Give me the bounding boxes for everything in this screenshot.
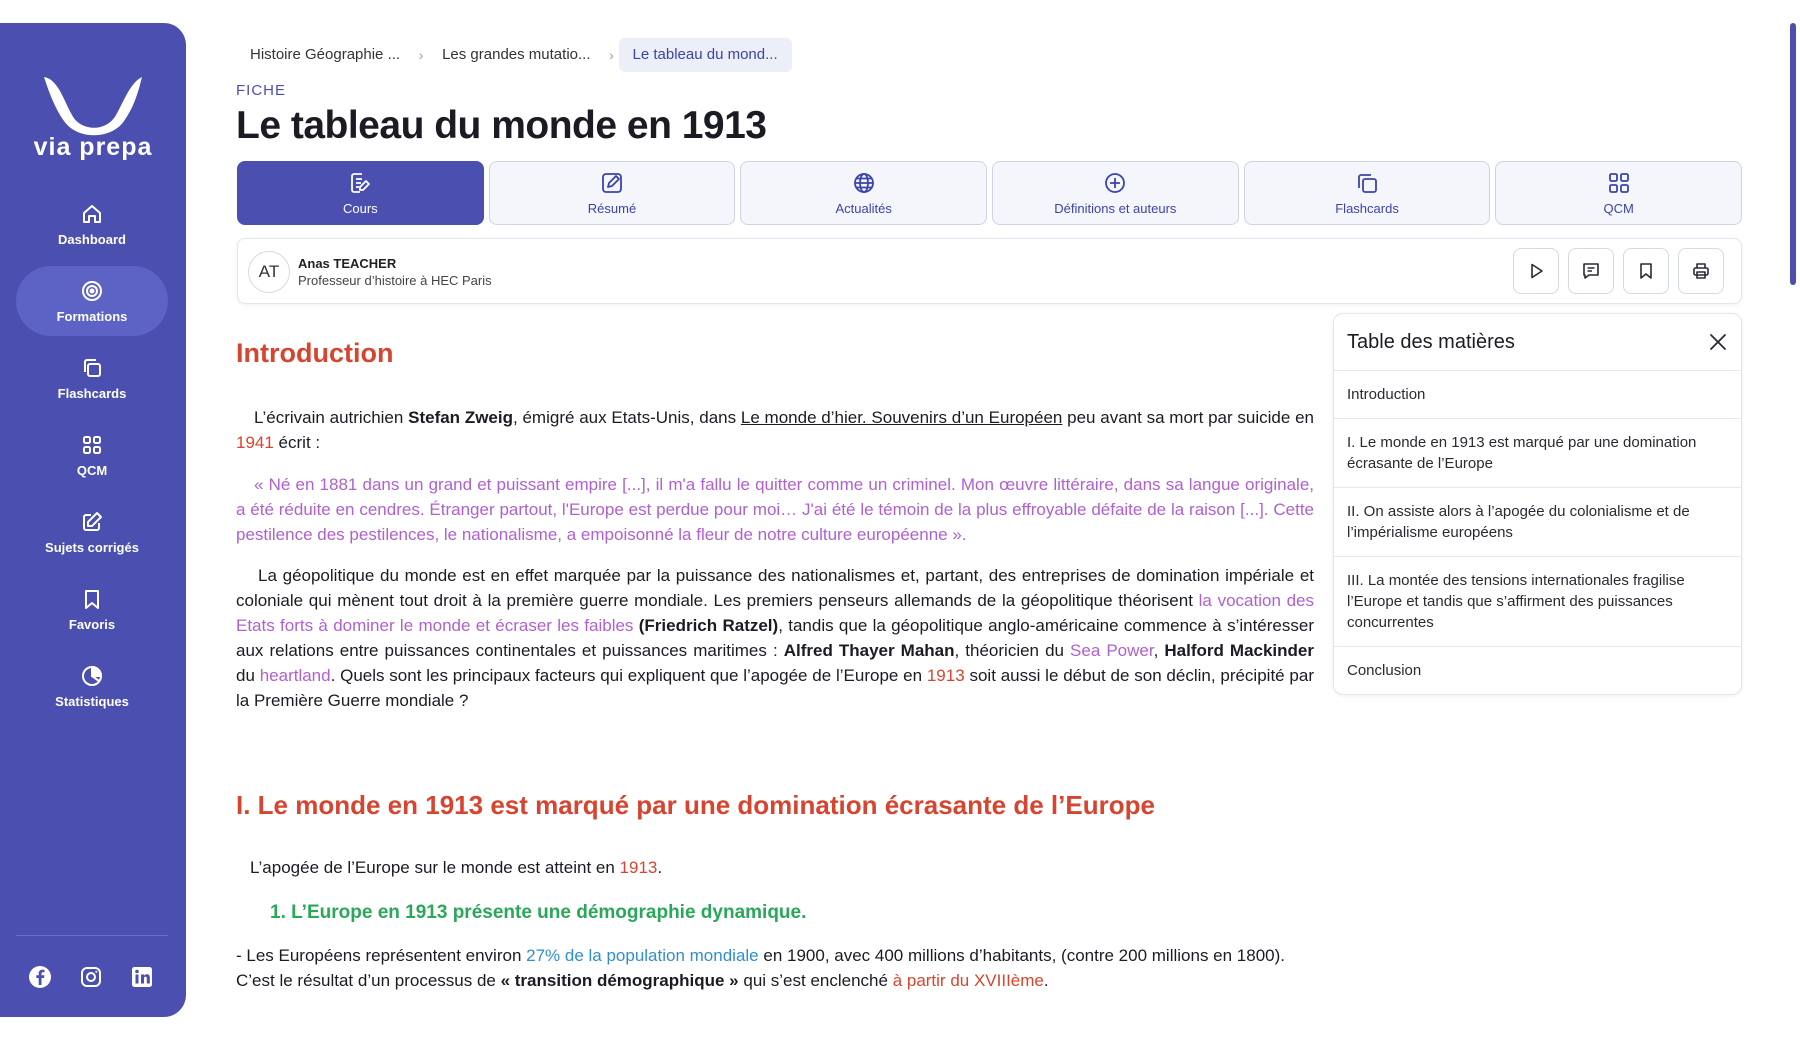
- author-mention: Halford Mackinder: [1164, 641, 1314, 660]
- tab-definitions-auteurs[interactable]: [992, 161, 1239, 225]
- text-run: écrit :: [273, 433, 321, 452]
- sidebar-item-label: QCM: [76, 462, 108, 478]
- notes-icon: [347, 170, 373, 196]
- breadcrumb-item[interactable]: Histoire Géographie ...: [250, 46, 401, 63]
- tab-label: Flashcards: [1335, 201, 1399, 216]
- play-button[interactable]: [1513, 248, 1559, 294]
- grid-icon: [1606, 170, 1632, 196]
- page-eyebrow: FICHE: [236, 82, 286, 99]
- concept-highlight: Sea Power: [1070, 641, 1154, 660]
- page-title: Le tableau du monde en 1913: [236, 104, 767, 147]
- bookmark-button[interactable]: [1623, 248, 1669, 294]
- sidebar-divider: [16, 935, 168, 936]
- sidebar-item-sujets-corriges[interactable]: [16, 497, 168, 567]
- concept-highlight: la vocation des Etats forts à dominer le monde et écraser les faibles: [236, 591, 1315, 635]
- tab-flashcards[interactable]: [1244, 161, 1491, 225]
- content-tabs: [237, 161, 1742, 225]
- stat-highlight: 27% de la population mondiale: [526, 946, 759, 965]
- edit-icon: [80, 510, 104, 534]
- toc-item[interactable]: Introduction: [1334, 371, 1741, 419]
- author-mention: Alfred Thayer Mahan: [783, 641, 955, 660]
- author-bar: [237, 238, 1742, 304]
- grid-icon: [80, 433, 104, 457]
- author-name: Anas TEACHER: [298, 256, 397, 271]
- sidebar-item-label: Formations: [56, 308, 128, 324]
- toc-item[interactable]: Conclusion: [1347, 662, 1422, 679]
- linkedin-icon[interactable]: [130, 965, 154, 989]
- sidebar-item-formations[interactable]: [16, 266, 168, 336]
- tab-qcm[interactable]: [1495, 161, 1742, 225]
- sidebar-item-label: Sujets corrigés: [45, 539, 139, 555]
- tab-label: Définitions et auteurs: [1054, 201, 1177, 216]
- close-icon[interactable]: [1707, 331, 1729, 353]
- text-run: qui s’est enclenché: [738, 971, 893, 990]
- text-run: . Quels sont les principaux facteurs qui expliquent que l’apogée de l’Europe en: [330, 666, 927, 685]
- sidebar-item-label: Flashcards: [57, 385, 127, 401]
- text-run: ,: [1153, 641, 1165, 660]
- pie-chart-icon: [80, 664, 104, 688]
- home-icon: [80, 202, 104, 226]
- author-mention: Stefan Zweig: [408, 408, 513, 427]
- globe-icon: [851, 170, 877, 196]
- intro-heading: Introduction: [236, 338, 394, 368]
- text-run: peu avant sa mort par suicide en: [1062, 408, 1314, 427]
- bookmark-icon: [80, 587, 104, 611]
- text-run: L’apogée de l’Europe sur le monde est atteint en: [250, 858, 620, 877]
- pen-square-icon: [599, 170, 625, 196]
- breadcrumb-current[interactable]: Le tableau du mond...: [619, 38, 792, 72]
- brand-logo[interactable]: [30, 71, 156, 162]
- tab-label: Résumé: [587, 201, 637, 216]
- concept-bold: « transition démographique »: [500, 971, 739, 990]
- breadcrumb: [236, 38, 792, 72]
- sidebar: [0, 23, 186, 1017]
- sidebar-item-statistiques[interactable]: [16, 651, 168, 721]
- tab-label: Cours: [342, 201, 378, 216]
- date-highlight: 1913: [926, 666, 965, 685]
- tab-label: Actualités: [835, 201, 892, 216]
- toc-item[interactable]: III. La montée des tensions internationales fragilise l’Europe et tandis que s’affirment des puissances concurrentes: [1334, 557, 1741, 647]
- tab-actualites[interactable]: [740, 161, 987, 225]
- author-mention: (Friedrich Ratzel): [633, 616, 779, 635]
- sidebar-item-qcm[interactable]: [16, 420, 168, 490]
- text-run: .: [1043, 971, 1049, 990]
- toc-header: [1334, 314, 1741, 371]
- date-highlight: à partir du XVIIIème: [892, 971, 1044, 990]
- intro-paragraph-2: [236, 563, 1314, 713]
- book-title: Le monde d’hier. Souvenirs d’un Européen: [740, 408, 1063, 427]
- facebook-icon[interactable]: [28, 965, 52, 989]
- subsection-1-heading: 1. L’Europe en 1913 présente une démographie dynamique.: [270, 902, 807, 923]
- avatar: AT: [248, 251, 290, 293]
- chevron-right-icon: ›: [418, 47, 424, 63]
- text-run: La géopolitique du monde est en effet marquée par la puissance des nationalismes et, partant, des entreprises de domination impériale et coloniale qui mènent tout droit à la première guerre mondiale. Les premiers penseurs allemands de la géopolitique théorisent: [236, 566, 1314, 610]
- section-1-heading: I. Le monde en 1913 est marqué par une domination écrasante de l’Europe: [236, 790, 1155, 820]
- bookmark-icon: [1636, 261, 1656, 281]
- sidebar-item-label: Favoris: [68, 616, 116, 632]
- toc-item[interactable]: II. On assiste alors à l’apogée du colonialisme et de l’impérialisme européens: [1334, 488, 1741, 557]
- date-highlight: 1941: [236, 433, 274, 452]
- text-run: - Les Européens représentent environ: [236, 946, 527, 965]
- section-1-paragraph-2: [236, 943, 1326, 993]
- sidebar-item-label: Statistiques: [55, 693, 129, 709]
- logo-icon: [38, 71, 148, 139]
- text-run: soit aussi le début de son déclin, précipité par la Première Guerre mondiale ?: [236, 666, 1314, 710]
- print-icon: [1691, 261, 1711, 281]
- intro-paragraph-1: [236, 405, 1314, 455]
- flashcards-icon: [1354, 170, 1380, 196]
- author-role: Professeur d’histoire à HEC Paris: [298, 273, 492, 288]
- text-run: , émigré aux Etats-Unis, dans: [513, 408, 741, 427]
- text-run: en 1900, avec 400 millions d’habitants, (contre 200 millions en 1800). C’est le résultat d’un processus de: [236, 946, 1286, 990]
- text-run: , théoricien du: [954, 641, 1071, 660]
- chevron-right-icon: ›: [609, 47, 614, 63]
- plus-circle-icon: [1102, 170, 1128, 196]
- concept-highlight: heartland: [259, 666, 331, 685]
- brand-name: via prepa: [33, 133, 153, 161]
- text-run: du: [236, 666, 260, 685]
- date-highlight: 1913: [619, 858, 658, 877]
- comment-button[interactable]: [1568, 248, 1614, 294]
- sidebar-item-favoris[interactable]: [16, 574, 168, 644]
- sidebar-item-label: Dashboard: [58, 231, 126, 247]
- toc-item[interactable]: I. Le monde en 1913 est marqué par une domination écrasante de l’Europe: [1334, 419, 1741, 488]
- tab-label: QCM: [1603, 201, 1634, 216]
- sidebar-item-flashcards[interactable]: [16, 343, 168, 413]
- quote-block: « Né en 1881 dans un grand et puissant empire [...], il m'a fallu le quitter comme un criminel. Mon œuvre littéraire, dans sa langue originale, a été réduite en cendres. Étranger partout, l'Europe est perdue pour moi… J'ai été le témoin de la plus effroyable défaite de la raison [...]. Cette pestilence des pestilences, le nationalisme, a empoisonné la fleur de notre culture européenne ».: [236, 475, 1314, 544]
- text-run: L’écrivain autrichien: [254, 408, 409, 427]
- sidebar-item-dashboard[interactable]: [16, 189, 168, 259]
- instagram-icon[interactable]: [79, 965, 103, 989]
- target-icon: [80, 279, 104, 303]
- tab-cours[interactable]: [237, 161, 484, 225]
- table-of-contents: [1333, 313, 1742, 695]
- breadcrumb-item[interactable]: Les grandes mutatio...: [442, 46, 591, 63]
- section-1-paragraph: [250, 855, 1150, 880]
- scrollbar-thumb[interactable]: [1790, 23, 1796, 285]
- text-run: .: [657, 858, 663, 877]
- flashcards-icon: [80, 356, 104, 380]
- comment-icon: [1581, 261, 1601, 281]
- tab-resume[interactable]: [489, 161, 736, 225]
- print-button[interactable]: [1678, 248, 1724, 294]
- text-run: , tandis que la géopolitique anglo-américaine commence à s’intéresser aux relations entre puissances continentales et puissances maritimes :: [236, 616, 1314, 660]
- toc-title: Table des matières: [1347, 330, 1515, 353]
- play-icon: [1526, 261, 1546, 281]
